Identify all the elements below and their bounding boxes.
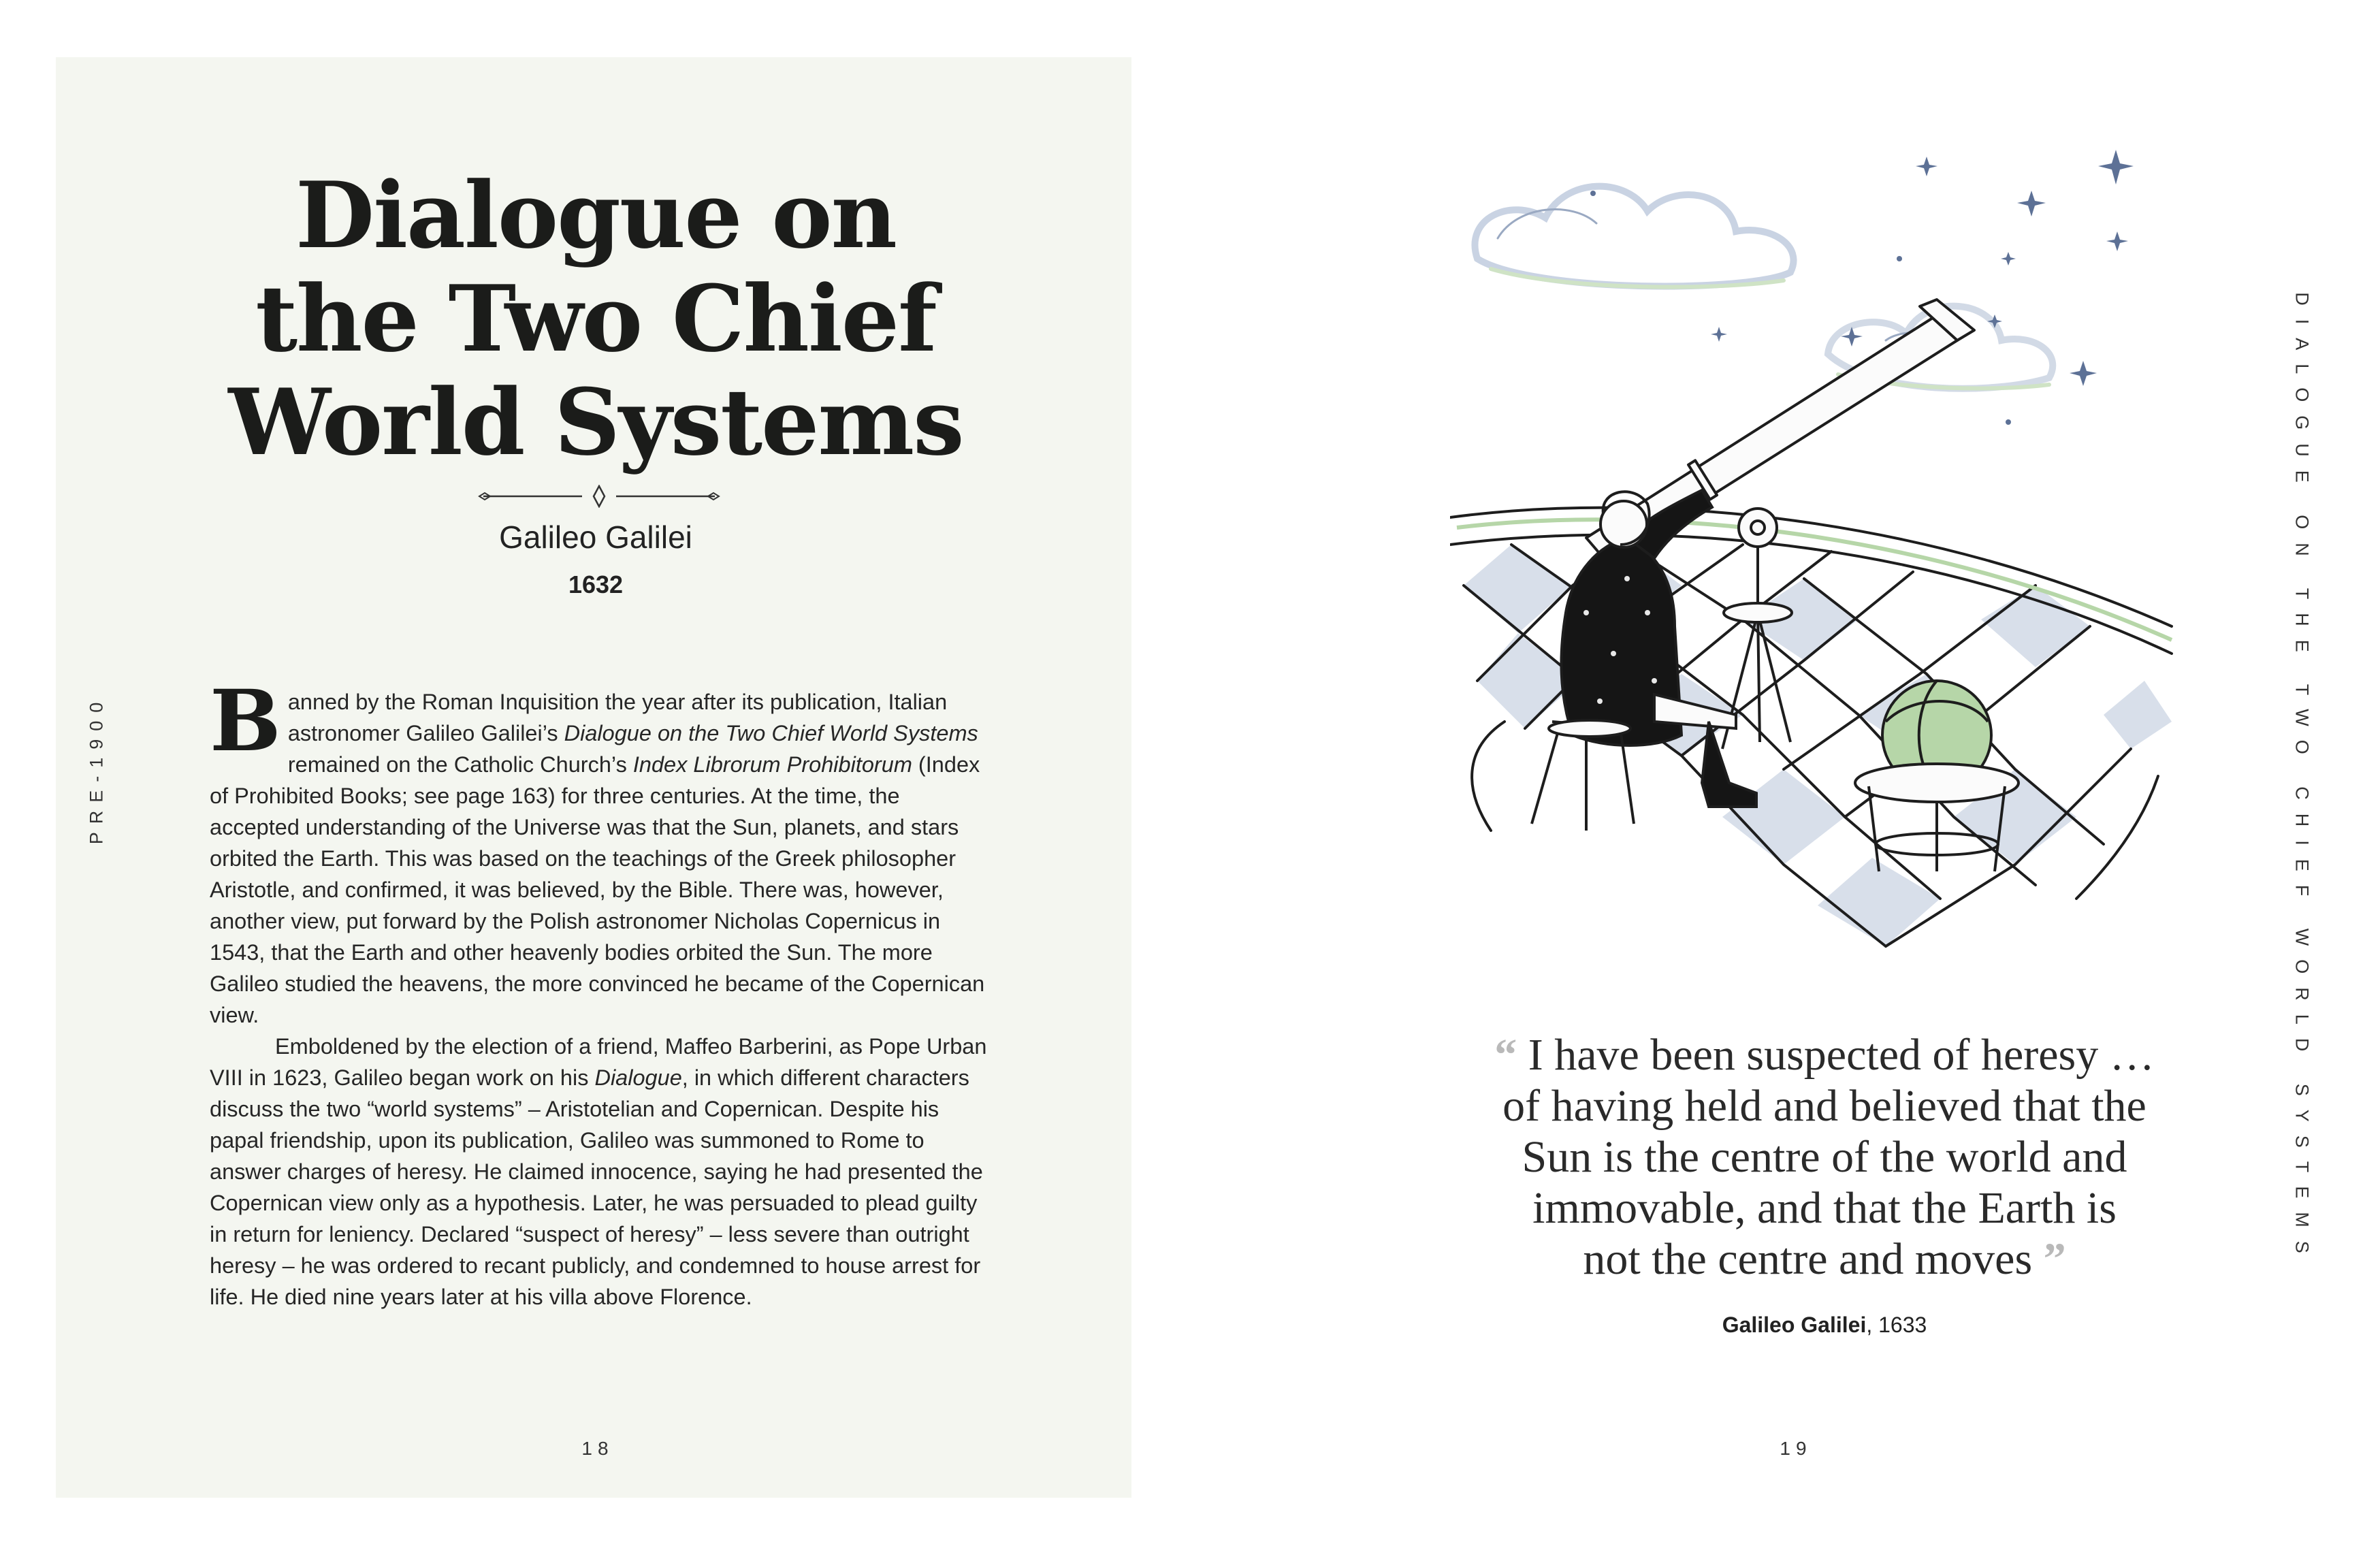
publication-year: 1632 bbox=[568, 570, 624, 598]
pull-quote bbox=[1416, 1029, 2233, 1285]
title-line-2: the Two Chief bbox=[255, 265, 936, 372]
galileo-telescope-illustration-icon bbox=[1450, 136, 2192, 994]
title-line-3: World Systems bbox=[228, 368, 963, 476]
paragraph-2 bbox=[210, 1031, 993, 1313]
book-author: Galileo Galilei bbox=[499, 519, 692, 555]
p1-run-4: (Index of Prohibited Books; see page 163) for three centuries. At the time, the accepted understanding of the Universe was that the Sun, planets, and stars orbited the Earth. This was based on the teachings of the Greek philosopher Aristotle, and confirmed, it was believed, by the Bible. There was, however, another view, put forward by the Polish astronomer Nicholas Copernicus in 1543, that the Earth and other heavenly bodies orbited the Sun. The more Galileo studied the heavens, the more convinced he became of the Copernican view. bbox=[210, 752, 985, 1027]
close-quote-icon: ” bbox=[2043, 1234, 2066, 1284]
p1-run-3: Index Librorum Prohibitorum bbox=[632, 752, 912, 777]
drop-cap: B bbox=[210, 672, 281, 771]
p1-run-2: remained on the Catholic Church’s bbox=[287, 752, 633, 777]
section-side-label bbox=[76, 694, 117, 845]
quote-line-1 bbox=[1416, 1029, 2233, 1080]
p1-run-0: anned by the Roman Inquisition the year after its publication, Italian astronomer Galileo Galilei’s bbox=[287, 690, 948, 745]
page-number-right: 19 bbox=[1780, 1438, 1812, 1459]
quote-line-1-text: I have been suspected of heresy … bbox=[1528, 1030, 2155, 1080]
attribution-name: Galileo Galilei bbox=[1722, 1313, 1867, 1337]
title-line-1: Dialogue on bbox=[295, 161, 897, 269]
running-header-text: DIALOGUE ON THE TWO CHIEF WORLD SYSTEMS bbox=[2291, 292, 2313, 1267]
paragraph-1 bbox=[210, 672, 993, 1031]
p2-run-2: , in which different characters discuss the two “world systems” – Aristotelian and Copernican. Despite his papal friendship, upon its publication, Galileo was summoned to Rome to answer charges of heresy. He claimed innocence, saying he had presented the Copernican view only as a hypothesis. Later, he was persuaded to plead guilty in return for leniency. Declared “suspect of heresy” – less severe than outright heresy – he was ordered to recant publicly, and condemned to house arrest for life. He died nine years later at his villa above Florence. bbox=[210, 1065, 983, 1309]
running-header-side bbox=[2278, 292, 2326, 1267]
ornament-divider-icon bbox=[477, 485, 722, 508]
quote-line-4: immovable, and that the Earth is bbox=[1532, 1183, 2117, 1233]
quote-attribution bbox=[1416, 1313, 2233, 1338]
p2-run-0: Emboldened by the election of a friend, Maffeo Barberini, as Pope Urban VIII in 1623, Galileo began work on his bbox=[210, 1034, 987, 1090]
p1-run-1: Dialogue on the Two Chief World Systems bbox=[564, 721, 978, 745]
quote-line-5-text: not the centre and moves bbox=[1583, 1234, 2033, 1284]
page-title bbox=[109, 163, 1082, 474]
quote-line-5 bbox=[1416, 1234, 2233, 1285]
open-quote-icon: “ bbox=[1494, 1030, 1517, 1080]
article-body bbox=[210, 672, 993, 1313]
quote-line-3: Sun is the centre of the world and bbox=[1522, 1132, 2127, 1182]
page-number-left: 18 bbox=[581, 1438, 614, 1459]
attribution-year: , 1633 bbox=[1866, 1313, 1927, 1337]
quote-line-2: of having held and believed that the bbox=[1502, 1081, 2146, 1131]
p2-run-1: Dialogue bbox=[594, 1065, 682, 1090]
section-side-label-text: PRE-1900 bbox=[86, 694, 107, 845]
